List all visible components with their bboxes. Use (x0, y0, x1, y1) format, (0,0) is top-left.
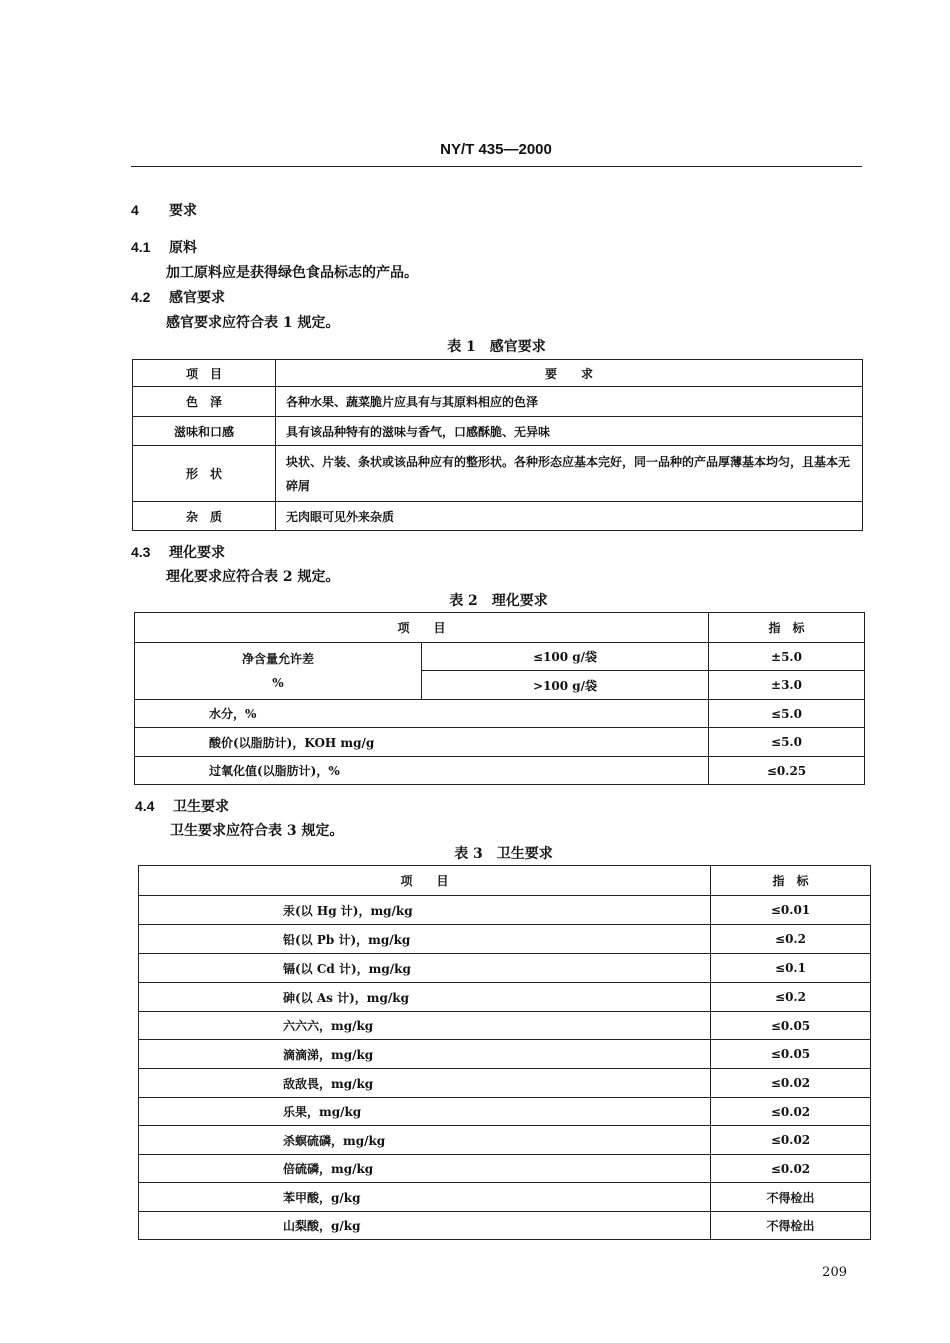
table-row (135, 643, 865, 671)
header-rule (131, 166, 862, 167)
table-1-caption: 表 1 感官要求 (447, 339, 546, 355)
table-cell: 杀螟硫磷，mg/kg (139, 1126, 711, 1155)
table-cell: 苯甲酸，g/kg (139, 1183, 711, 1212)
table-header-cell: 项 目 (135, 613, 709, 643)
table-cell: 形 状 (133, 446, 276, 502)
table-cell: 过氧化值(以脂肪计)，% (135, 757, 709, 785)
table-row (133, 387, 863, 417)
table-row (135, 700, 865, 728)
table-cell: 敌敌畏，mg/kg (139, 1069, 711, 1098)
net-content-label: 净含量允许差 (241, 652, 314, 666)
table-header-cell: 指 标 (709, 613, 865, 643)
table-cell: 不得检出 (711, 1183, 871, 1212)
table-header-row (135, 613, 865, 643)
section-number: 4.1 (131, 239, 151, 255)
table-row (139, 1126, 871, 1155)
table-cell: ≤0.2 (711, 983, 871, 1012)
table-cell: 乐果，mg/kg (139, 1098, 711, 1126)
table-3-caption: 表 3 卫生要求 (454, 846, 553, 862)
section-title: 要求 (169, 203, 197, 219)
net-content-cell (135, 643, 422, 700)
table-row (139, 1012, 871, 1040)
table-cell: 色 泽 (133, 387, 276, 417)
table-2 (134, 612, 865, 785)
table-row (139, 983, 871, 1012)
section-4-2-text: 感官要求应符合表 1 规定。 (166, 315, 340, 331)
table-cell: ±5.0 (709, 643, 865, 671)
table-header-cell: 项 目 (139, 866, 711, 896)
table-header-cell: 要 求 (276, 360, 863, 387)
table-cell: ±3.0 (709, 671, 865, 700)
table-cell: 杂 质 (133, 502, 276, 531)
table-cell: 镉(以 Cd 计)，mg/kg (139, 954, 711, 983)
table-row (135, 728, 865, 757)
table-row (139, 1040, 871, 1069)
table-cell: 砷(以 As 计)，mg/kg (139, 983, 711, 1012)
table-row (139, 896, 871, 925)
table-cell: ≤0.05 (711, 1012, 871, 1040)
section-4-4-heading (135, 796, 229, 816)
table-row (139, 1212, 871, 1240)
table-row (139, 1183, 871, 1212)
page-number: 209 (822, 1265, 847, 1280)
table-header-row (133, 360, 863, 387)
table-3 (138, 865, 871, 1240)
table-cell: 无肉眼可见外来杂质 (276, 502, 863, 531)
table-cell: 水分，% (135, 700, 709, 728)
net-content-unit: % (272, 676, 284, 690)
section-title: 卫生要求 (173, 799, 229, 815)
table-cell: 各种水果、蔬菜脆片应具有与其原料相应的色泽 (276, 387, 863, 417)
table-cell: ≤5.0 (709, 700, 865, 728)
table-cell: 滋味和口感 (133, 417, 276, 446)
table-row (133, 417, 863, 446)
section-number: 4.3 (131, 544, 151, 560)
table-cell: 山梨酸，g/kg (139, 1212, 711, 1240)
table-cell: ≤0.25 (709, 757, 865, 785)
table-cell: ≤0.02 (711, 1126, 871, 1155)
table-header-cell: 指 标 (711, 866, 871, 896)
section-4-1-heading (131, 237, 197, 257)
table-cell: ≤0.1 (711, 954, 871, 983)
table-row (139, 1098, 871, 1126)
table-cell: 六六六，mg/kg (139, 1012, 711, 1040)
table-cell: 具有该品种特有的滋味与香气，口感酥脆、无异味 (276, 417, 863, 446)
table-cell: 汞(以 Hg 计)，mg/kg (139, 896, 711, 925)
section-4-heading (131, 200, 197, 220)
section-number: 4.2 (131, 289, 151, 305)
table-row (139, 925, 871, 954)
table-row (139, 954, 871, 983)
section-4-4-text: 卫生要求应符合表 3 规定。 (170, 823, 344, 839)
table-cell: ≤0.02 (711, 1069, 871, 1098)
section-4-2-heading (131, 287, 225, 307)
table-cell: 块状、片装、条状或该品种应有的整形状。各种形态应基本完好，同一品种的产品厚薄基本均匀，且基本无碎屑 (276, 446, 863, 502)
standard-code-header: NY/T 435—2000 (440, 141, 552, 158)
section-title: 感官要求 (169, 290, 225, 306)
section-4-1-text: 加工原料应是获得绿色食品标志的产品。 (166, 265, 418, 281)
table-row (133, 446, 863, 502)
section-4-3-text: 理化要求应符合表 2 规定。 (166, 569, 340, 585)
section-number: 4 (131, 202, 139, 218)
table-cell: 倍硫磷，mg/kg (139, 1155, 711, 1183)
table-cell: 滴滴涕，mg/kg (139, 1040, 711, 1069)
table-cell: 不得检出 (711, 1212, 871, 1240)
table-cell: 铅(以 Pb 计)，mg/kg (139, 925, 711, 954)
table-cell: ≤100 g/袋 (422, 643, 709, 671)
table-cell: 酸价(以脂肪计)，KOH mg/g (135, 728, 709, 757)
table-cell: ≤0.02 (711, 1155, 871, 1183)
table-row (139, 1069, 871, 1098)
table-cell: ≤5.0 (709, 728, 865, 757)
table-1 (132, 359, 863, 531)
table-header-cell: 项 目 (133, 360, 276, 387)
section-title: 原料 (169, 240, 197, 256)
section-title: 理化要求 (169, 545, 225, 561)
table-row (133, 502, 863, 531)
table-header-row (139, 866, 871, 896)
table-cell: ≤0.05 (711, 1040, 871, 1069)
table-cell: ≤0.01 (711, 896, 871, 925)
table-row (139, 1155, 871, 1183)
table-cell: ≤0.02 (711, 1098, 871, 1126)
table-cell: ≤0.2 (711, 925, 871, 954)
table-row (135, 757, 865, 785)
section-number: 4.4 (135, 798, 155, 814)
table-cell: >100 g/袋 (422, 671, 709, 700)
section-4-3-heading (131, 542, 225, 562)
table-2-caption: 表 2 理化要求 (449, 593, 548, 609)
